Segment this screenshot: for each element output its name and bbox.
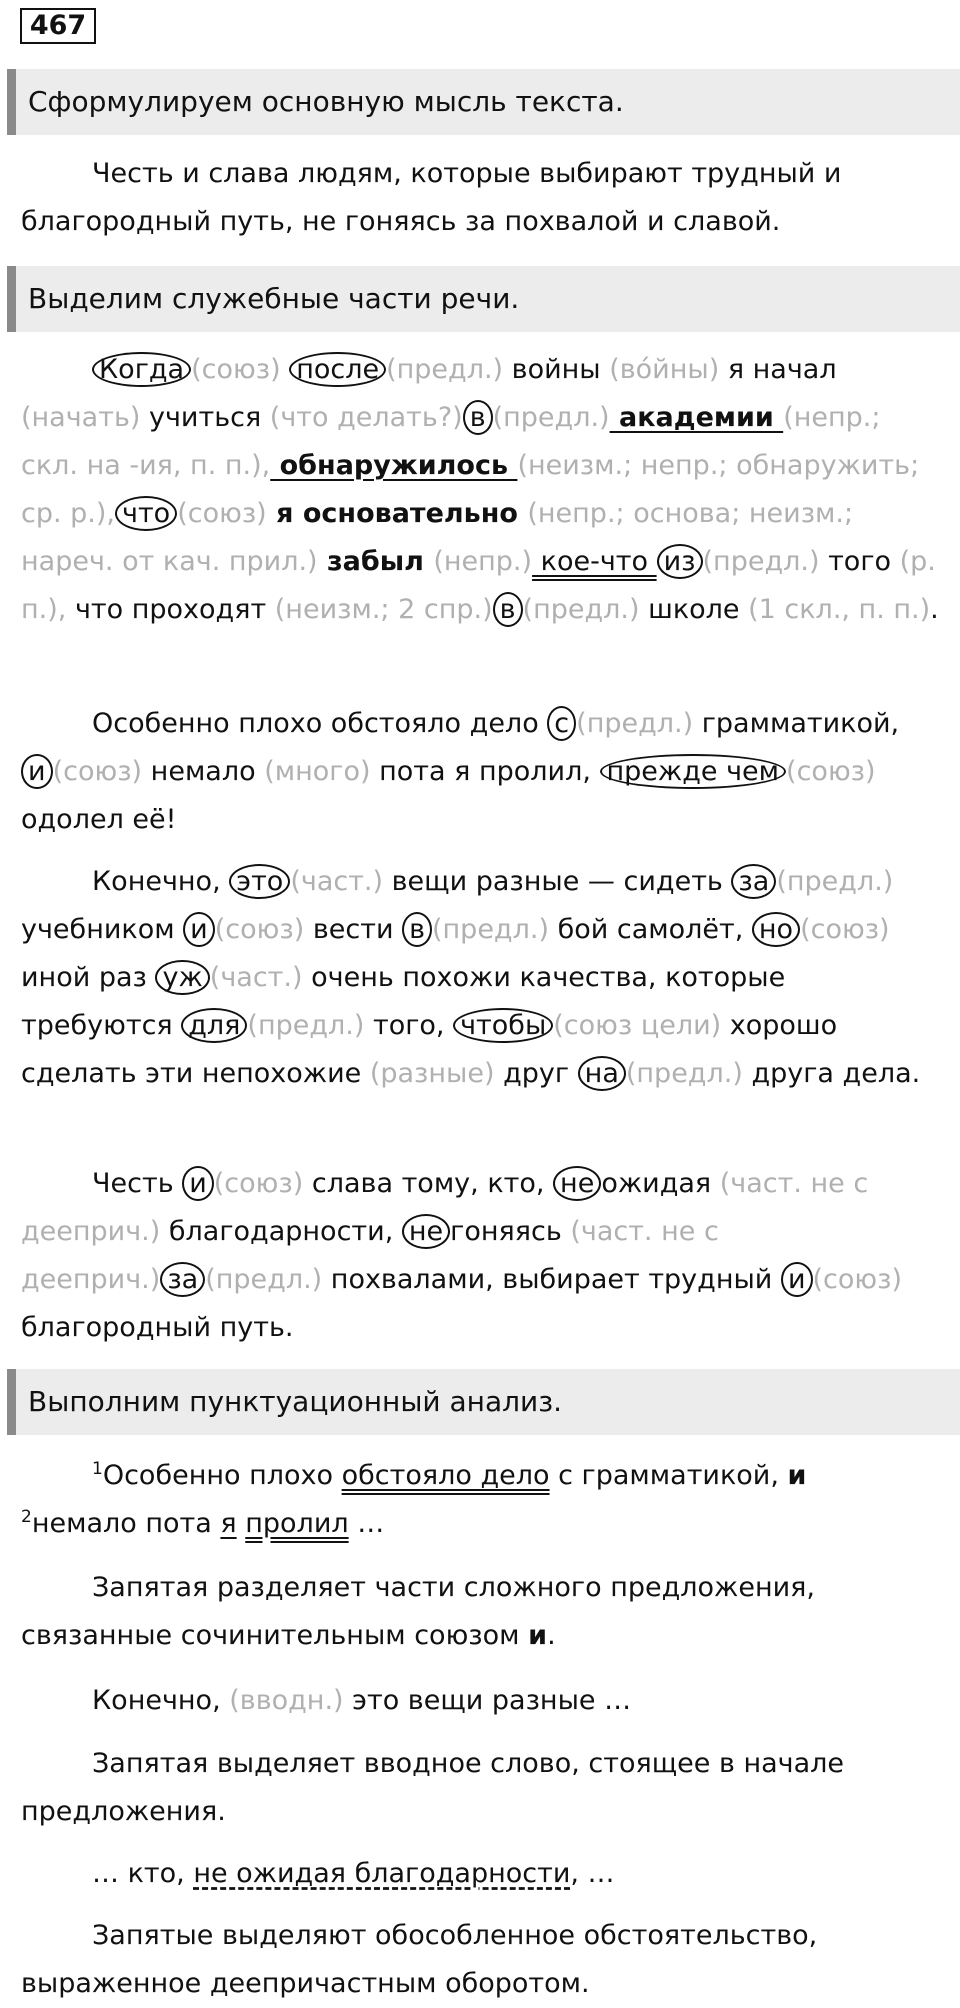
text-fragment: я основательно bbox=[266, 498, 528, 529]
grammar-note: (част.) bbox=[290, 866, 384, 897]
grammar-note: (част. не с дееприч.) bbox=[21, 1216, 719, 1295]
circled-word: не bbox=[402, 1214, 450, 1249]
grammar-note: (предл.) bbox=[247, 1010, 365, 1041]
grammar-note: (предл.) bbox=[576, 708, 694, 739]
text-fragment: бой самолёт, bbox=[548, 914, 752, 945]
punct-explanation-3: Запятые выделяют обособленное обстоятельство, выраженное деепричастным оборотом. bbox=[21, 1920, 818, 1999]
grammar-note: (предл.) bbox=[776, 866, 894, 897]
text-fragment: школе bbox=[639, 594, 749, 625]
grammar-note: (предл.) bbox=[625, 1058, 743, 1089]
grammar-note: (непр.) bbox=[433, 546, 533, 577]
punct-explanation-2: Запятая выделяет вводное слово, стоящее в начале предложения. bbox=[21, 1748, 845, 1827]
grammar-note: (много) bbox=[264, 756, 371, 787]
circled-word: это bbox=[229, 864, 290, 899]
grammar-note: (союз) bbox=[786, 756, 876, 787]
exercise-number: 467 bbox=[20, 8, 96, 44]
punct-explanation-1 bbox=[21, 1564, 941, 1660]
grammar-note: (союз) bbox=[213, 1168, 304, 1199]
analysis-paragraph-1 bbox=[21, 346, 941, 634]
grammar-note: (непр.; скл. на -ия, п. п.), bbox=[21, 402, 881, 481]
grammar-note: (1 скл., п. п.) bbox=[748, 594, 931, 625]
text-fragment: похвалами, выбирает трудный bbox=[322, 1264, 781, 1295]
text-fragment: Честь bbox=[92, 1168, 183, 1199]
text-fragment: слава тому, кто, bbox=[303, 1168, 554, 1199]
text-fragment: . bbox=[547, 1620, 556, 1651]
text-fragment: Особенно плохо обстояло дело bbox=[92, 708, 548, 739]
text-fragment: , … bbox=[570, 1858, 615, 1889]
clause-number: 2 bbox=[21, 1507, 32, 1527]
text-fragment: что проходят bbox=[66, 594, 275, 625]
underlined-word: кое-что bbox=[532, 546, 657, 577]
grammar-note: (союз) bbox=[177, 498, 267, 529]
section-header-main-idea: Сформулируем основную мысль текста. bbox=[7, 69, 960, 135]
circled-word: после bbox=[289, 352, 386, 387]
circled-word: на bbox=[578, 1056, 626, 1091]
text-fragment: одолел её! bbox=[21, 804, 177, 835]
circled-word: но bbox=[752, 912, 800, 947]
text-fragment: Особенно плохо bbox=[102, 1460, 342, 1491]
grammar-note: (союз) bbox=[52, 756, 143, 787]
conjunction-bold: и bbox=[787, 1460, 807, 1491]
text-fragment: это вещи разные … bbox=[343, 1685, 632, 1716]
text-fragment: забыл bbox=[317, 546, 434, 577]
text-fragment: вести bbox=[304, 914, 403, 945]
text-fragment: иной раз bbox=[21, 962, 156, 993]
text-fragment: … кто, bbox=[92, 1858, 194, 1889]
text-fragment: очень похожи качества, которые требуются bbox=[21, 962, 786, 1041]
text-fragment: Запятая разделяет части сложного предложения, связанные сочинительным союзом bbox=[21, 1572, 816, 1651]
text-fragment: . bbox=[930, 594, 939, 625]
text-fragment: благородный путь. bbox=[21, 1312, 294, 1343]
text-fragment: того bbox=[819, 546, 900, 577]
section-header-parts-of-speech: Выделим служебные части речи. bbox=[7, 266, 960, 332]
circled-word: за bbox=[160, 1262, 205, 1297]
punct-sentence-1 bbox=[21, 1452, 941, 1548]
text-fragment: благодарности, bbox=[160, 1216, 402, 1247]
text-fragment: с грамматикой, bbox=[549, 1460, 788, 1491]
text-fragment bbox=[237, 1508, 246, 1539]
analysis-paragraph-2 bbox=[21, 700, 941, 844]
grammar-note: (союз) bbox=[800, 914, 890, 945]
predicate-underline: пролил bbox=[245, 1508, 349, 1539]
circled-word: из bbox=[657, 544, 703, 579]
text-fragment: друг bbox=[494, 1058, 578, 1089]
circled-word: уж bbox=[155, 960, 209, 995]
predicate-underline: обстояло дело bbox=[341, 1460, 550, 1491]
text-fragment: пота я пролил, bbox=[370, 756, 591, 787]
text-fragment: учиться bbox=[140, 402, 270, 433]
text-fragment: хорошо сделать эти непохожие bbox=[21, 1010, 838, 1089]
grammar-note: (начать) bbox=[21, 402, 141, 433]
text-fragment: того, bbox=[364, 1010, 454, 1041]
grammar-note: (предл.) bbox=[522, 594, 640, 625]
grammar-note: (предл.) bbox=[702, 546, 820, 577]
underlined-word: академии bbox=[609, 402, 784, 433]
circled-word: что bbox=[115, 496, 177, 531]
grammar-note: (союз) bbox=[214, 914, 305, 945]
main-idea-text: Честь и слава людям, которые выбирают трудный и благородный путь, не гоняясь за похвалой и славой. bbox=[21, 158, 842, 237]
grammar-note: (р. п.), bbox=[21, 546, 936, 625]
conjunction-bold: и bbox=[528, 1620, 548, 1651]
grammar-note: (предл.) bbox=[492, 402, 610, 433]
grammar-note: (предл.) bbox=[386, 354, 504, 385]
underlined-word: обнаружилось bbox=[270, 450, 518, 481]
grammar-note: (что делать?) bbox=[269, 402, 463, 433]
text-fragment: ожидая bbox=[601, 1168, 720, 1199]
grammar-note: (предл.) bbox=[432, 914, 549, 945]
grammar-note: (част.) bbox=[209, 962, 303, 993]
punct-sentence-3 bbox=[21, 1850, 941, 1898]
section-header-punctuation: Выполним пунктуационный анализ. bbox=[7, 1369, 960, 1435]
adverbial-participle-underline: не ожидая благодарности bbox=[193, 1858, 571, 1889]
text-fragment: немало пота bbox=[31, 1508, 221, 1539]
grammar-note: (вводн.) bbox=[229, 1685, 344, 1716]
text-fragment: учебником bbox=[21, 914, 184, 945]
circled-word: в bbox=[493, 592, 523, 627]
circled-word: чтобы bbox=[453, 1008, 553, 1043]
subject-underline: я bbox=[220, 1508, 237, 1539]
grammar-note: (част. не с дееприч.) bbox=[21, 1168, 869, 1247]
text-fragment: войны bbox=[503, 354, 610, 385]
grammar-note: (предл.) bbox=[205, 1264, 323, 1295]
text-fragment: Конечно, bbox=[92, 866, 230, 897]
grammar-note: (неизм.; 2 спр.) bbox=[274, 594, 493, 625]
circled-word: не bbox=[553, 1166, 601, 1201]
grammar-note: (разные) bbox=[369, 1058, 495, 1089]
analysis-paragraph-3 bbox=[21, 858, 941, 1098]
text-fragment: друга дела. bbox=[742, 1058, 921, 1089]
circled-word: для bbox=[181, 1008, 247, 1043]
clause-number: 1 bbox=[92, 1459, 103, 1479]
circled-word: и bbox=[781, 1262, 813, 1297]
analysis-paragraph-4 bbox=[21, 1160, 941, 1352]
text-fragment: … bbox=[348, 1508, 385, 1539]
text-fragment: я начал bbox=[719, 354, 837, 385]
circled-word: за bbox=[731, 864, 776, 899]
grammar-note: (союз) bbox=[191, 354, 281, 385]
circled-word: и bbox=[182, 1166, 214, 1201]
text-fragment: Конечно, bbox=[92, 1685, 230, 1716]
grammar-note: (союз цели) bbox=[553, 1010, 722, 1041]
circled-word: и bbox=[183, 912, 215, 947]
circled-word: в bbox=[402, 912, 432, 947]
text-fragment: немало bbox=[142, 756, 265, 787]
text-fragment: грамматикой, bbox=[693, 708, 900, 739]
circled-word: Когда bbox=[92, 352, 191, 387]
circled-word: прежде чем bbox=[600, 754, 787, 789]
grammar-note: (союз) bbox=[812, 1264, 903, 1295]
circled-word: с bbox=[547, 706, 576, 741]
grammar-note: (неизм.; непр.; обнаружить; ср. р.), bbox=[21, 450, 920, 529]
grammar-note: (во́йны) bbox=[609, 354, 720, 385]
punct-sentence-2 bbox=[21, 1677, 941, 1725]
text-fragment: вещи разные — сидеть bbox=[383, 866, 732, 897]
grammar-note: (непр.; основа; неизм.; нареч. от кач. прил.) bbox=[21, 498, 854, 577]
circled-word: в bbox=[463, 400, 493, 435]
text-fragment: гоняясь bbox=[450, 1216, 571, 1247]
circled-word: и bbox=[21, 754, 53, 789]
